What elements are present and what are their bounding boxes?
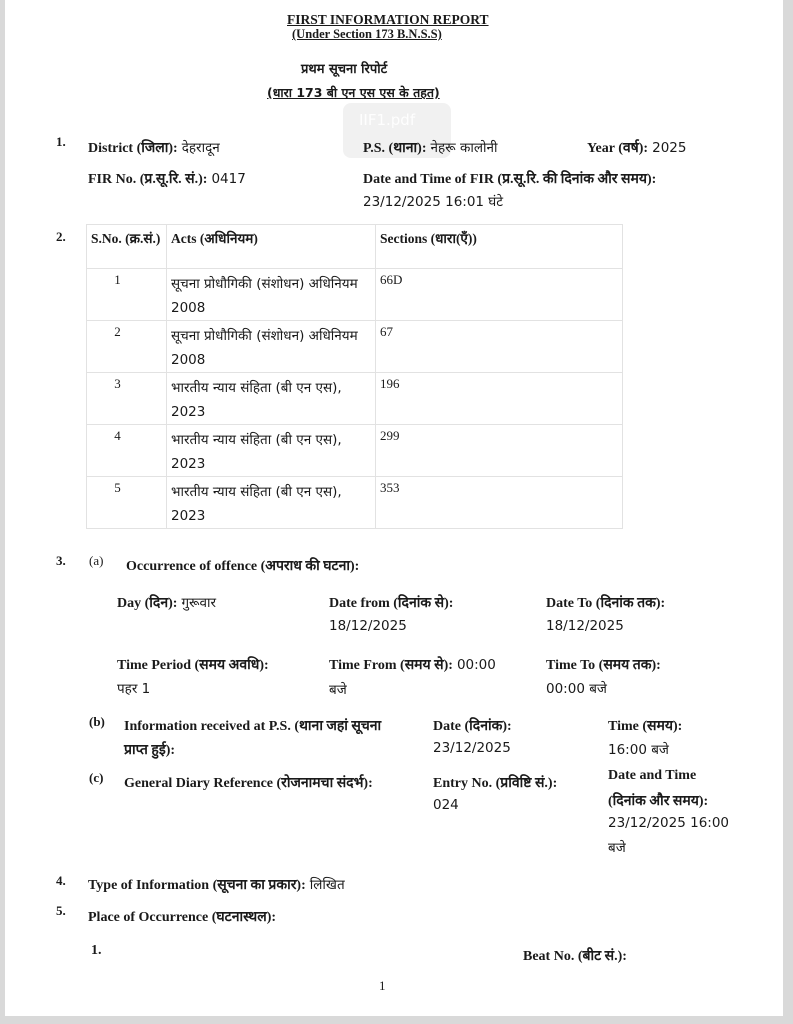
section-1-number: 1. [56,134,66,149]
row-section: 353 [376,477,623,529]
column-header-sections: Sections (धारा(एँ)) [376,225,623,269]
info-received-time-value: 16:00 बजे [608,742,669,758]
table-row [87,477,623,529]
time-from-unit: बजे [329,682,347,698]
subtitle-hindi: (धारा 173 बी एन एस एस के तहत) [267,85,440,100]
section-4-number: 4. [56,873,66,888]
police-station-field [363,138,497,157]
info-received-date-label: Date (दिनांक): [433,719,512,734]
year-value: 2025 [652,140,687,156]
row-section: 196 [376,373,623,425]
occurrence-label: Occurrence of offence (अपराध की घटना): [126,559,360,574]
column-header-sno: S.No. (क्र.सं.) [87,225,167,269]
info-type-label: Type of Information (सूचना का प्रकार): [88,878,306,893]
subsection-c-marker: (c) [89,770,104,785]
info-received-date-value: 23/12/2025 [433,740,511,756]
day-label: Day (दिन): [117,596,178,611]
page-number: 1 [379,978,386,993]
table-row [87,373,623,425]
title-hindi: प्रथम सूचना रिपोर्ट [301,62,388,77]
day-field [117,593,216,612]
fir-number-field [88,169,246,188]
title-english: FIRST INFORMATION REPORT [287,12,489,27]
beat-number-label: Beat No. (बीट सं.): [523,949,627,964]
section-3-number: 3. [56,553,66,568]
document-page [5,0,783,1016]
row-act: भारतीय न्याय संहिता (बी एन एस), 2023 [167,373,376,425]
row-sno: 5 [87,477,167,529]
gd-datetime-label-line1: Date and Time [608,768,697,783]
table-row [87,425,623,477]
row-section: 66D [376,269,623,321]
fir-datetime-value: 23/12/2025 16:01 घंटे [363,194,504,210]
row-act: सूचना प्रोधौगिकी (संशोधन) अधिनियम 2008 [167,321,376,373]
district-field [88,138,220,157]
info-type-value: लिखित [309,877,345,893]
row-sno: 3 [87,373,167,425]
row-section: 299 [376,425,623,477]
gd-datetime-value-line2: बजे [608,840,626,856]
year-field [587,138,686,157]
fir-number-value: 0417 [211,171,246,187]
time-period-label: Time Period (समय अवधि): [117,658,269,673]
subsection-a-marker: (a) [89,553,104,568]
ps-label: P.S. (थाना): [363,141,427,156]
section-2-number: 2. [56,229,66,244]
time-from-label: Time From (समय से): [329,658,453,673]
row-sno: 2 [87,321,167,373]
entry-number-value: 024 [433,797,459,813]
ps-value: नेहरू कालोनी [430,140,498,156]
row-act: सूचना प्रोधौगिकी (संशोधन) अधिनियम 2008 [167,269,376,321]
table-row [87,269,623,321]
row-act: भारतीय न्याय संहिता (बी एन एस), 2023 [167,477,376,529]
info-received-label-line1: Information received at P.S. (थाना जहां सूचना [124,719,382,734]
entry-number-label: Entry No. (प्रविष्टि सं.): [433,776,558,791]
info-received-time-label: Time (समय): [608,719,683,734]
table-row [87,321,623,373]
day-value: गुरूवार [181,595,217,611]
time-from-field [329,655,496,674]
district-value: देहरादून [181,140,220,156]
time-to-value: 00:00 बजे [546,681,607,697]
filename-watermark: IIF1.pdf [343,103,451,158]
gd-datetime-value-line1: 23/12/2025 16:00 [608,815,730,831]
row-section: 67 [376,321,623,373]
subsection-b-marker: (b) [89,714,105,729]
place-item-number: 1. [91,943,102,958]
gd-datetime-label-line2: (दिनांक और समय): [608,794,709,809]
date-to-label: Date To (दिनांक तक): [546,596,666,611]
time-from-value: 00:00 [456,657,496,673]
column-header-acts: Acts (अधिनियम) [167,225,376,269]
info-received-label-line2: प्राप्त हुई): [124,743,176,758]
general-diary-label: General Diary Reference (रोजनामचा संदर्भ): [124,776,373,791]
subtitle-english: (Under Section 173 B.N.S.S) [292,27,442,41]
row-sno: 1 [87,269,167,321]
info-type-field [88,875,345,894]
row-act: भारतीय न्याय संहिता (बी एन एस), 2023 [167,425,376,477]
place-of-occurrence-label: Place of Occurrence (घटनास्थल): [88,910,277,925]
date-from-label: Date from (दिनांक से): [329,596,454,611]
row-sno: 4 [87,425,167,477]
table-header-row [87,225,623,269]
time-period-value: पहर 1 [117,681,151,697]
district-label: District (जिला): [88,141,178,156]
date-to-value: 18/12/2025 [546,618,624,634]
acts-sections-table [86,224,623,529]
section-5-number: 5. [56,903,66,918]
fir-number-label: FIR No. (प्र.सू.रि. सं.): [88,172,208,187]
year-label: Year (वर्ष): [587,141,649,156]
fir-datetime-label: Date and Time of FIR (प्र.सू.रि. की दिनांक और समय): [363,172,657,187]
time-to-label: Time To (समय तक): [546,658,661,673]
date-from-value: 18/12/2025 [329,618,407,634]
